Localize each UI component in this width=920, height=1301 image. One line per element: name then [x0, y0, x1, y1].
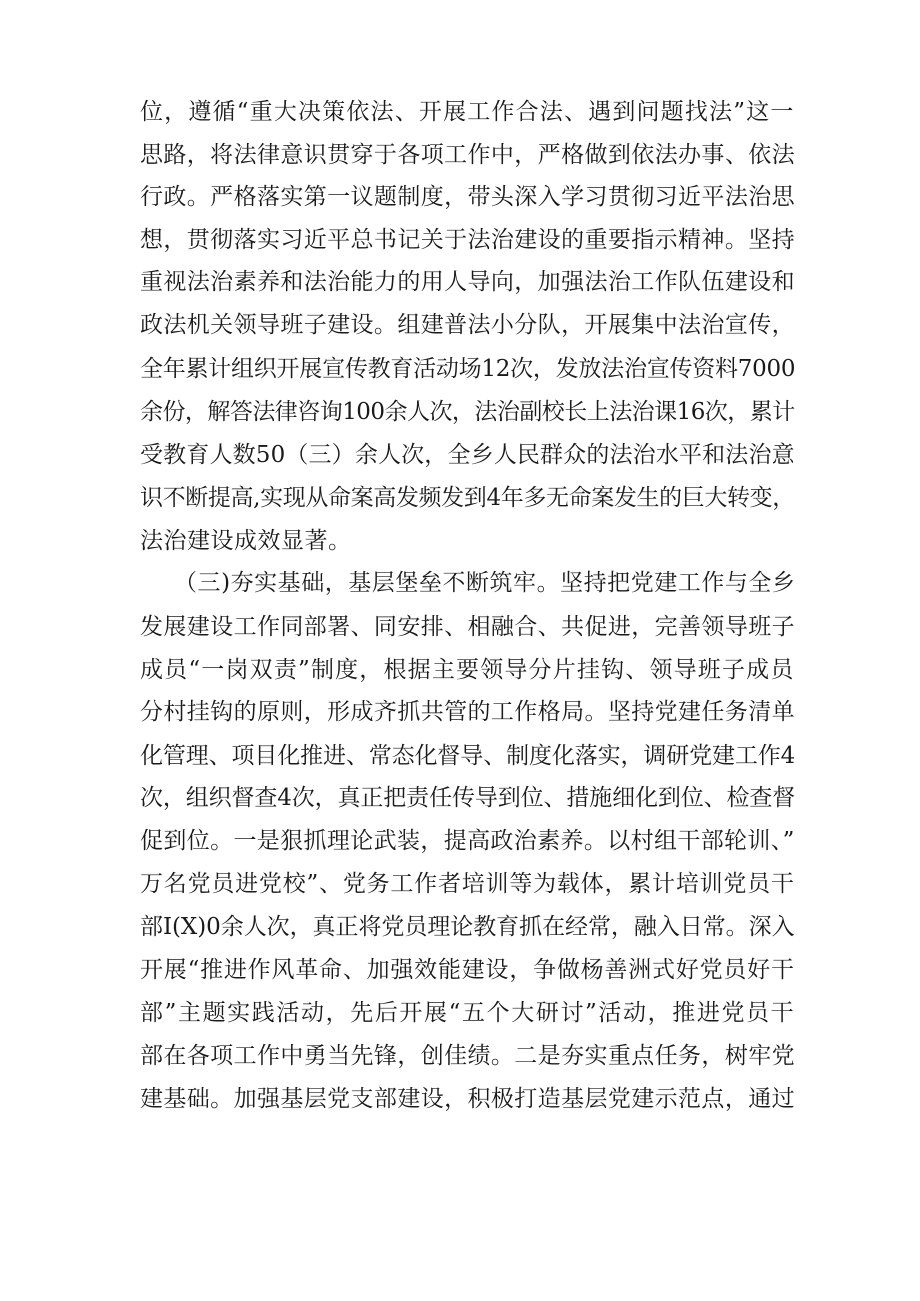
text-line: 部在各项工作中勇当先锋，创佳绩。二是夯实重点任务，树牢党 — [140, 1043, 795, 1069]
text-line: 化管理、项目化推进、常态化督导、制度化落实，调研党建工作4 — [140, 743, 796, 769]
text-line: 受教育人数50（三）余人次，全乡人民群众的法治水平和法治意 — [140, 442, 795, 468]
text-line: 识不断提高,实现从命案高发频发到4年多无命案发生的巨大转变， — [140, 485, 795, 511]
text-line: 次，组织督查4次，真正把责任传导到位、措施细化到位、检查督 — [140, 785, 796, 811]
text-line: 促到位。一是狠抓理论武装，提高政治素养。以村组干部轮训、” — [140, 828, 795, 854]
text-line: 行政。严格落实第一议题制度，带头深入学习贯彻习近平法治思 — [140, 184, 795, 210]
text-line: 位，遵循“重大决策依法、开展工作合法、遇到问题找法”这一 — [140, 99, 795, 125]
text-line: 余份，解答法律咨询100余人次，法治副校长上法治课16次，累计 — [140, 399, 795, 425]
text-line: 建基础。加强基层党支部建设，积极打造基层党建示范点，通过 — [140, 1086, 795, 1112]
text-line: 全年累计组织开展宣传教育活动场12次，发放法治宣传资料7000 — [140, 356, 796, 382]
text-line: 开展“推进作风革命、加强效能建设，争做杨善洲式好党员好干 — [140, 957, 795, 983]
text-line: （三)夯实基础，基层堡垒不断筑牢。坚持把党建工作与全乡 — [174, 570, 796, 596]
text-line: 发展建设工作同部署、同安排、相融合、共促进，完善领导班子 — [140, 614, 795, 640]
text-line: 部”主题实践活动，先后开展“五个大研讨”活动，推进党员干 — [140, 1000, 796, 1026]
text-line: 法治建设成效显著。 — [140, 528, 352, 554]
text-line: 想，贯彻落实习近平总书记关于法治建设的重要指示精神。坚持 — [140, 227, 795, 253]
text-line: 政法机关领导班子建设。组建普法小分队，开展集中法治宣传， — [140, 312, 795, 338]
text-line: 万名党员进党校”、党务工作者培训等为载体，累计培训党员干 — [140, 871, 795, 897]
text-line: 成员“一岗双责”制度，根据主要领导分片挂钩、领导班子成员 — [140, 657, 795, 683]
text-line: 重视法治素养和法治能力的用人导向，加强法治工作队伍建设和 — [140, 269, 795, 295]
text-line: 部I(X)0余人次，真正将党员理论教育抓在经常，融入日常。深入 — [140, 914, 795, 940]
text-line: 分村挂钩的原则，形成齐抓共管的工作格局。坚持党建任务清单 — [140, 699, 795, 725]
text-line: 思路，将法律意识贯穿于各项工作中，严格做到依法办事、依法 — [140, 142, 795, 168]
